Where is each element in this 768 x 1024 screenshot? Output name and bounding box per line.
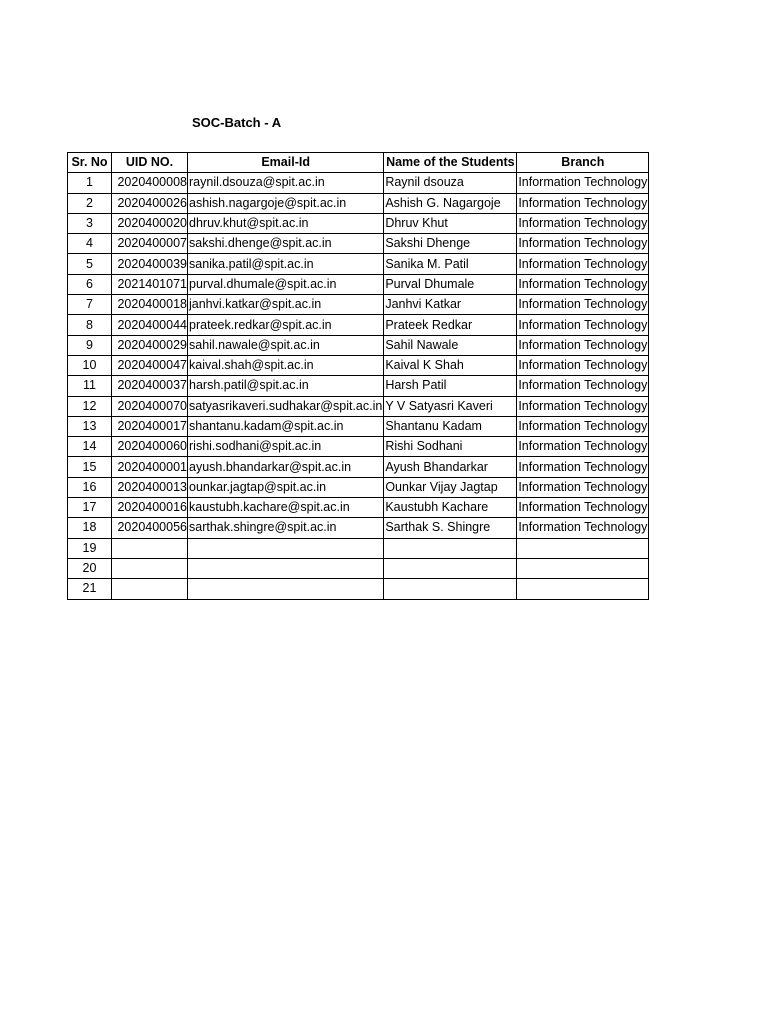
cell-branch: Information Technology bbox=[517, 274, 649, 294]
cell-student-name: Rishi Sodhani bbox=[384, 437, 517, 457]
cell-email: shantanu.kadam@spit.ac.in bbox=[188, 416, 384, 436]
cell-student-name: Janhvi Katkar bbox=[384, 295, 517, 315]
table-row bbox=[68, 518, 649, 538]
cell-email: rishi.sodhani@spit.ac.in bbox=[188, 437, 384, 457]
table-row bbox=[68, 193, 649, 213]
table-row bbox=[68, 558, 649, 578]
cell-sr-no: 19 bbox=[68, 538, 112, 558]
cell-sr-no: 8 bbox=[68, 315, 112, 335]
cell-branch: Information Technology bbox=[517, 376, 649, 396]
cell-uid: 2020400060 bbox=[112, 437, 188, 457]
cell-student-name: Prateek Redkar bbox=[384, 315, 517, 335]
cell-uid bbox=[112, 579, 188, 599]
table-row bbox=[68, 274, 649, 294]
header-branch: Branch bbox=[517, 153, 649, 173]
cell-branch: Information Technology bbox=[517, 295, 649, 315]
cell-uid: 2020400008 bbox=[112, 173, 188, 193]
cell-uid bbox=[112, 538, 188, 558]
cell-uid: 2020400056 bbox=[112, 518, 188, 538]
table-row bbox=[68, 457, 649, 477]
cell-uid: 2020400018 bbox=[112, 295, 188, 315]
cell-branch: Information Technology bbox=[517, 457, 649, 477]
cell-student-name bbox=[384, 558, 517, 578]
cell-uid: 2020400037 bbox=[112, 376, 188, 396]
table-row bbox=[68, 396, 649, 416]
cell-uid: 2020400016 bbox=[112, 498, 188, 518]
cell-branch: Information Technology bbox=[517, 355, 649, 375]
cell-student-name: Harsh Patil bbox=[384, 376, 517, 396]
cell-email: satyasrikaveri.sudhakar@spit.ac.in bbox=[188, 396, 384, 416]
cell-branch bbox=[517, 579, 649, 599]
cell-uid: 2020400047 bbox=[112, 355, 188, 375]
cell-sr-no: 20 bbox=[68, 558, 112, 578]
table-body bbox=[68, 173, 649, 599]
cell-branch: Information Technology bbox=[517, 477, 649, 497]
cell-sr-no: 21 bbox=[68, 579, 112, 599]
cell-uid bbox=[112, 558, 188, 578]
cell-email: raynil.dsouza@spit.ac.in bbox=[188, 173, 384, 193]
cell-student-name: Sahil Nawale bbox=[384, 335, 517, 355]
cell-student-name: Ayush Bhandarkar bbox=[384, 457, 517, 477]
cell-email bbox=[188, 579, 384, 599]
cell-branch: Information Technology bbox=[517, 173, 649, 193]
cell-branch: Information Technology bbox=[517, 213, 649, 233]
cell-email: ashish.nagargoje@spit.ac.in bbox=[188, 193, 384, 213]
header-sr-no: Sr. No bbox=[68, 153, 112, 173]
cell-branch: Information Technology bbox=[517, 518, 649, 538]
cell-uid: 2021401071 bbox=[112, 274, 188, 294]
cell-sr-no: 16 bbox=[68, 477, 112, 497]
cell-student-name: Shantanu Kadam bbox=[384, 416, 517, 436]
table-row bbox=[68, 538, 649, 558]
cell-email: dhruv.khut@spit.ac.in bbox=[188, 213, 384, 233]
cell-sr-no: 3 bbox=[68, 213, 112, 233]
cell-student-name: Sakshi Dhenge bbox=[384, 234, 517, 254]
cell-email: kaival.shah@spit.ac.in bbox=[188, 355, 384, 375]
table-row bbox=[68, 437, 649, 457]
header-email: Email-Id bbox=[188, 153, 384, 173]
cell-branch: Information Technology bbox=[517, 498, 649, 518]
cell-email: ounkar.jagtap@spit.ac.in bbox=[188, 477, 384, 497]
cell-sr-no: 2 bbox=[68, 193, 112, 213]
cell-email: sakshi.dhenge@spit.ac.in bbox=[188, 234, 384, 254]
table-row bbox=[68, 498, 649, 518]
cell-branch: Information Technology bbox=[517, 234, 649, 254]
cell-sr-no: 17 bbox=[68, 498, 112, 518]
table-row bbox=[68, 477, 649, 497]
cell-email: purval.dhumale@spit.ac.in bbox=[188, 274, 384, 294]
cell-uid: 2020400013 bbox=[112, 477, 188, 497]
cell-uid: 2020400039 bbox=[112, 254, 188, 274]
cell-sr-no: 18 bbox=[68, 518, 112, 538]
table-row bbox=[68, 355, 649, 375]
cell-branch bbox=[517, 558, 649, 578]
student-roster-table bbox=[67, 152, 649, 600]
cell-email bbox=[188, 538, 384, 558]
table-row bbox=[68, 315, 649, 335]
cell-email: ayush.bhandarkar@spit.ac.in bbox=[188, 457, 384, 477]
table-row bbox=[68, 234, 649, 254]
cell-email: sanika.patil@spit.ac.in bbox=[188, 254, 384, 274]
cell-student-name: Kaival K Shah bbox=[384, 355, 517, 375]
cell-student-name: Kaustubh Kachare bbox=[384, 498, 517, 518]
cell-student-name: Sanika M. Patil bbox=[384, 254, 517, 274]
cell-student-name: Ashish G. Nagargoje bbox=[384, 193, 517, 213]
cell-sr-no: 14 bbox=[68, 437, 112, 457]
table-row bbox=[68, 376, 649, 396]
cell-email: prateek.redkar@spit.ac.in bbox=[188, 315, 384, 335]
cell-sr-no: 11 bbox=[68, 376, 112, 396]
cell-branch: Information Technology bbox=[517, 416, 649, 436]
cell-branch bbox=[517, 538, 649, 558]
cell-branch: Information Technology bbox=[517, 315, 649, 335]
cell-student-name: Y V Satyasri Kaveri bbox=[384, 396, 517, 416]
cell-student-name bbox=[384, 579, 517, 599]
cell-email: janhvi.katkar@spit.ac.in bbox=[188, 295, 384, 315]
cell-sr-no: 9 bbox=[68, 335, 112, 355]
cell-email bbox=[188, 558, 384, 578]
cell-uid: 2020400026 bbox=[112, 193, 188, 213]
header-student-name: Name of the Students bbox=[384, 153, 517, 173]
cell-student-name: Dhruv Khut bbox=[384, 213, 517, 233]
cell-student-name bbox=[384, 538, 517, 558]
cell-branch: Information Technology bbox=[517, 437, 649, 457]
cell-sr-no: 1 bbox=[68, 173, 112, 193]
cell-branch: Information Technology bbox=[517, 193, 649, 213]
cell-sr-no: 12 bbox=[68, 396, 112, 416]
cell-student-name: Ounkar Vijay Jagtap bbox=[384, 477, 517, 497]
sheet-title: SOC-Batch - A bbox=[192, 115, 282, 130]
header-row bbox=[68, 153, 649, 173]
cell-uid: 2020400001 bbox=[112, 457, 188, 477]
cell-sr-no: 13 bbox=[68, 416, 112, 436]
cell-uid: 2020400007 bbox=[112, 234, 188, 254]
table-row bbox=[68, 254, 649, 274]
cell-branch: Information Technology bbox=[517, 254, 649, 274]
cell-student-name: Raynil dsouza bbox=[384, 173, 517, 193]
cell-uid: 2020400044 bbox=[112, 315, 188, 335]
cell-sr-no: 10 bbox=[68, 355, 112, 375]
cell-sr-no: 5 bbox=[68, 254, 112, 274]
cell-sr-no: 15 bbox=[68, 457, 112, 477]
table-row bbox=[68, 213, 649, 233]
cell-sr-no: 4 bbox=[68, 234, 112, 254]
cell-uid: 2020400017 bbox=[112, 416, 188, 436]
cell-branch: Information Technology bbox=[517, 396, 649, 416]
table-row bbox=[68, 295, 649, 315]
cell-uid: 2020400070 bbox=[112, 396, 188, 416]
cell-email: harsh.patil@spit.ac.in bbox=[188, 376, 384, 396]
cell-student-name: Sarthak S. Shingre bbox=[384, 518, 517, 538]
cell-email: sarthak.shingre@spit.ac.in bbox=[188, 518, 384, 538]
cell-sr-no: 6 bbox=[68, 274, 112, 294]
table-row bbox=[68, 335, 649, 355]
cell-branch: Information Technology bbox=[517, 335, 649, 355]
header-uid: UID NO. bbox=[112, 153, 188, 173]
cell-sr-no: 7 bbox=[68, 295, 112, 315]
table-row bbox=[68, 173, 649, 193]
table-row bbox=[68, 579, 649, 599]
cell-email: kaustubh.kachare@spit.ac.in bbox=[188, 498, 384, 518]
cell-uid: 2020400020 bbox=[112, 213, 188, 233]
cell-uid: 2020400029 bbox=[112, 335, 188, 355]
cell-student-name: Purval Dhumale bbox=[384, 274, 517, 294]
table-row bbox=[68, 416, 649, 436]
cell-email: sahil.nawale@spit.ac.in bbox=[188, 335, 384, 355]
